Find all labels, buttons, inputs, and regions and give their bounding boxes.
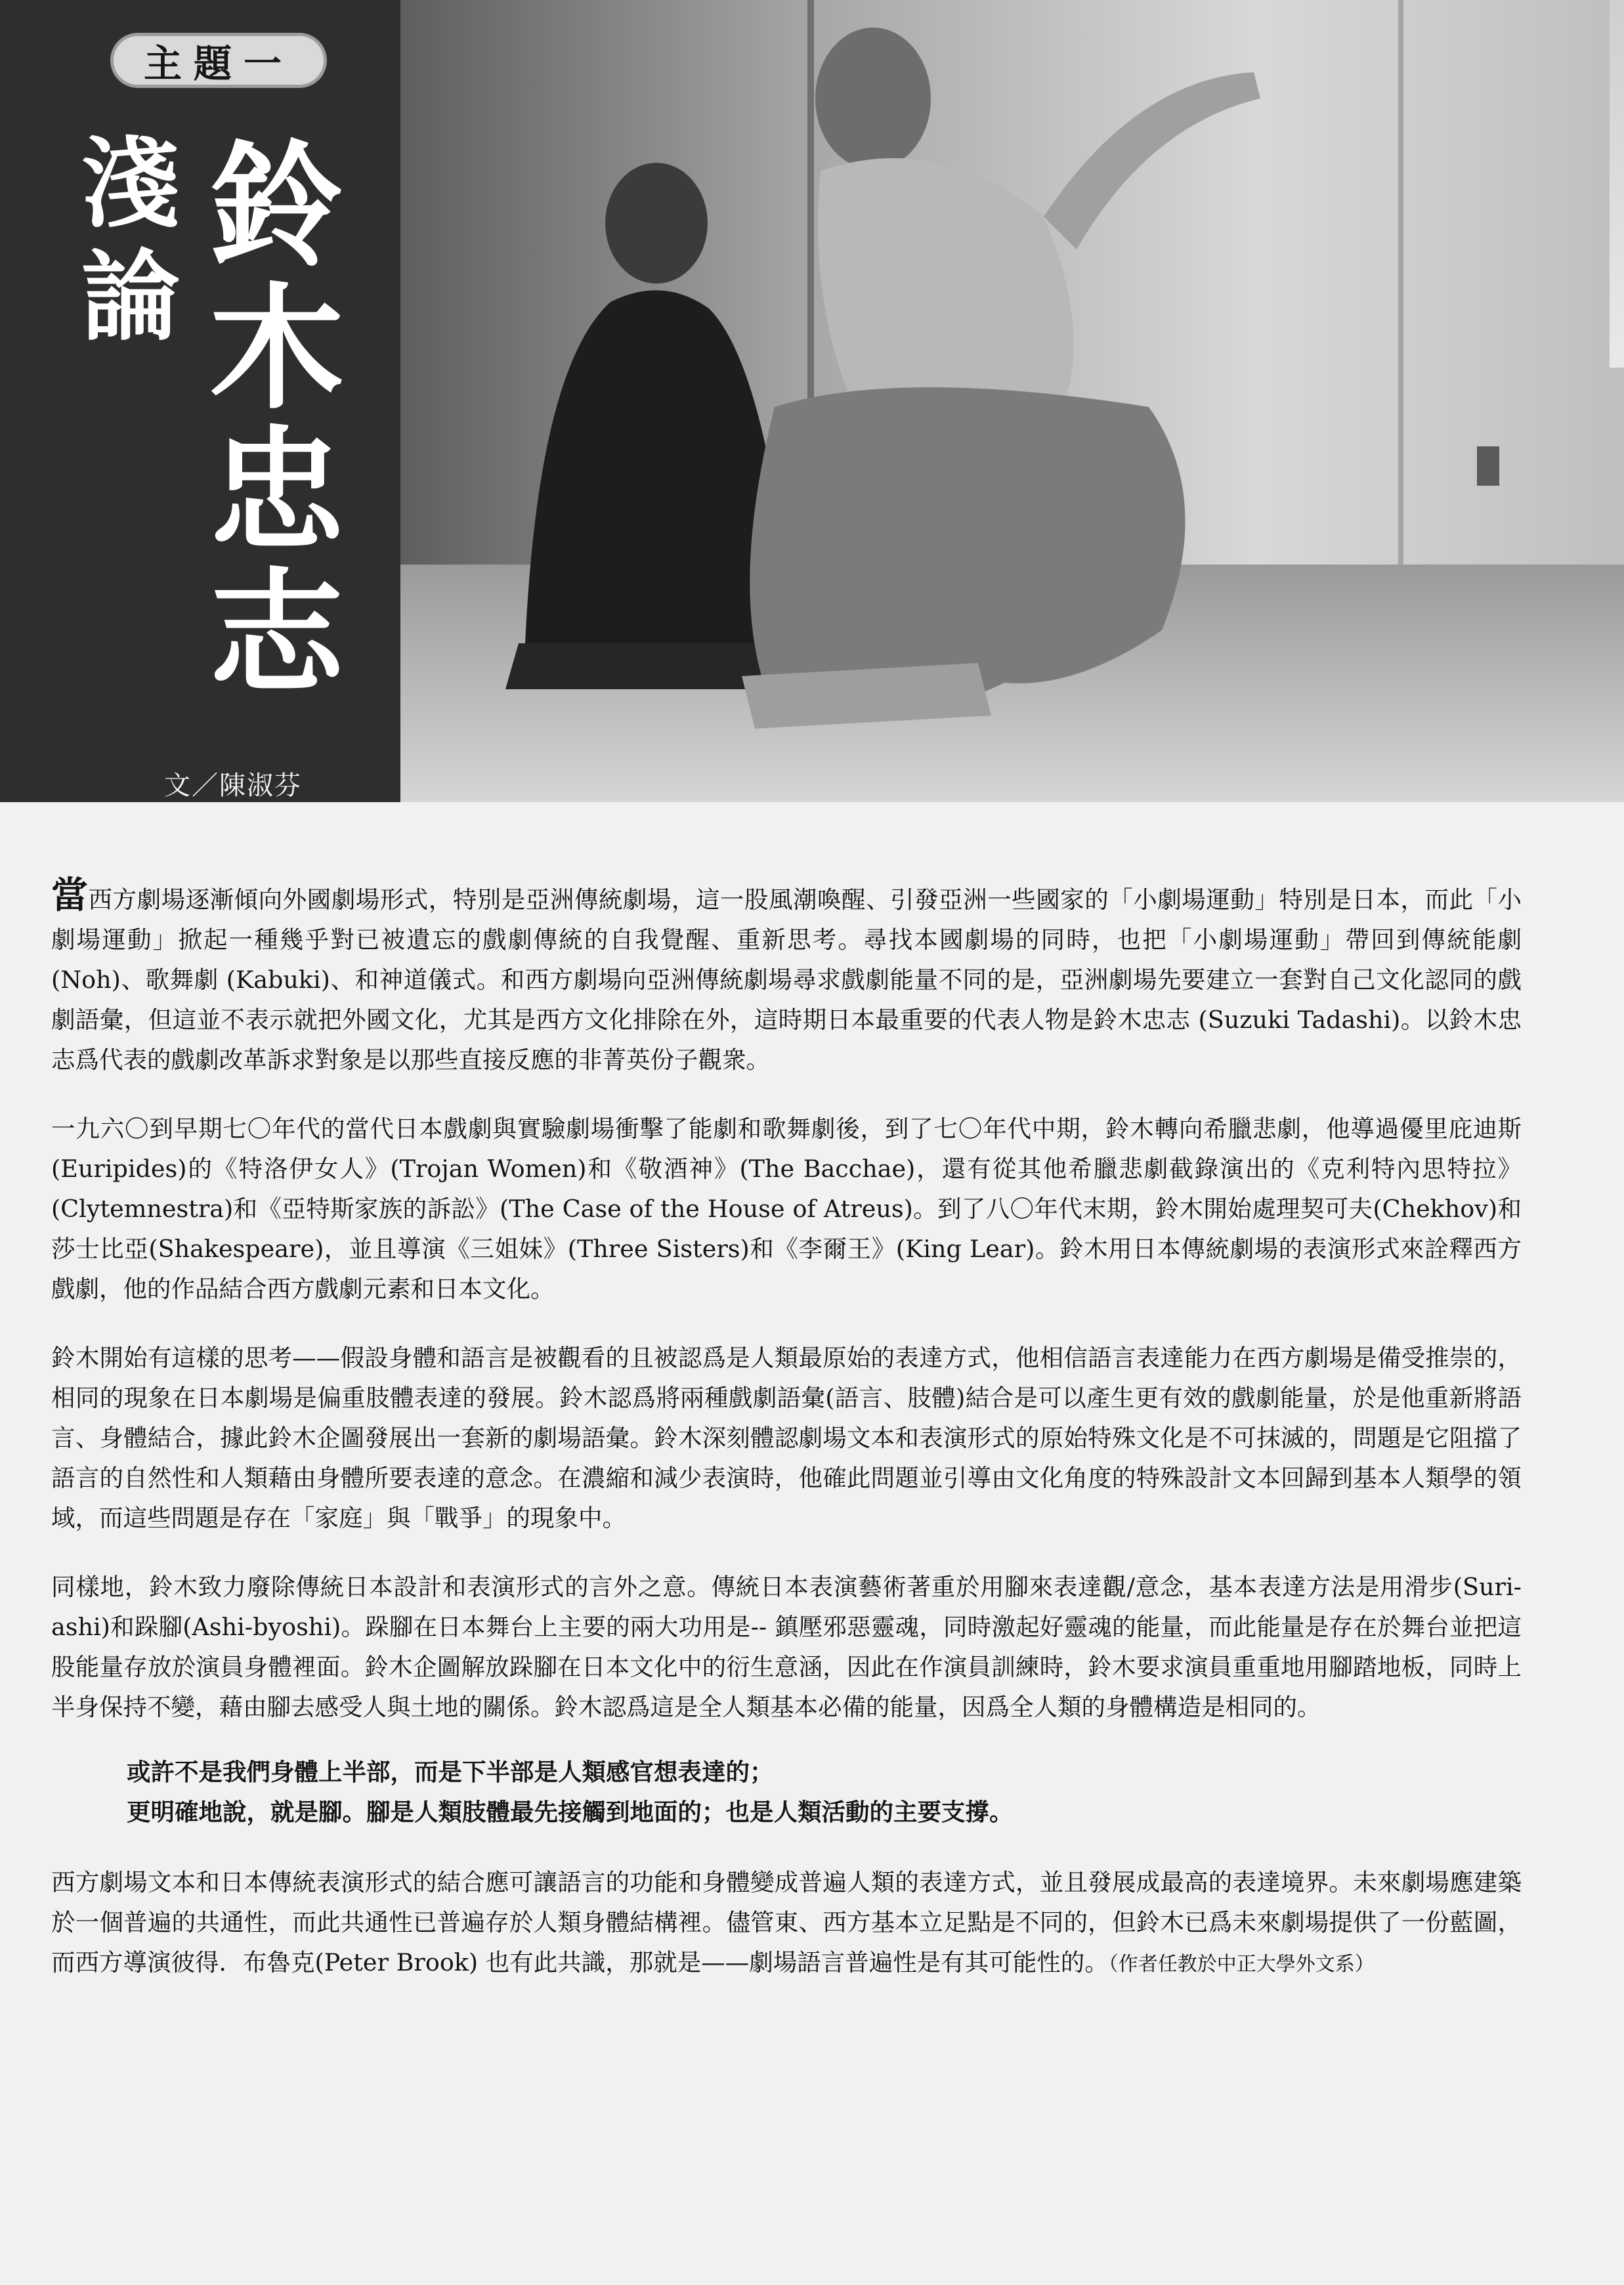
author-note: （作者任教於中正大學外文系）: [1108, 1953, 1375, 1976]
paragraph-3: 鈴木開始有這樣的思考——假設身體和語言是被觀看的且被認爲是人類最原始的表達方式，他相信語言表達能力在西方劇場是備受推崇的，相同的現象在日本劇場是偏重肢體表達的發展。鈴木認爲將兩種戲劇語彙(語言、肢體)結合是可以產生更有效的戲劇能量，於是他重新將語言、身體結合，據此鈴木企圖發展出一套新的劇場語彙。鈴木深刻體認劇場文本和表演形式的原始特殊文化是不可抹滅的，問題是它阻擋了語言的自然性和人類藉由身體所要表達的意念。在濃縮和減少表演時，他確此問題並引導由文化角度的特殊設計文本回歸到基本人類學的領域，而這些問題是存在「家庭」與「戰爭」的現象中。: [51, 1344, 1522, 1532]
author-byline: 文／陳淑芬: [164, 771, 302, 801]
quote-line-2: 更明確地說，就是腳。腳是人類肢體最先接觸到地面的；也是人類活動的主要支撐。: [127, 1798, 1014, 1826]
drop-cap: 當: [51, 874, 89, 917]
title-panel: [0, 0, 400, 802]
quote-block: [51, 1752, 1522, 1832]
paragraph-5: [51, 1862, 1522, 1984]
article-body: [51, 874, 1522, 2013]
header-photo-image: [400, 0, 1624, 802]
paragraph-5-text: 西方劇場文本和日本傳統表演形式的結合應可讓語言的功能和身體變成普遍人類的表達方式，並且發展成最高的表達境界。未來劇場應建築於一個普遍的共通性，而此共通性已普遍存於人類身體結構裡。儘管東、西方基本立足點是不同的，但鈴木已爲未來劇場提供了一份藍圖，而西方導演彼得．布魯克(Peter Brook) 也有此共識，那就是——劇場語言普遍性是有其可能性的。: [51, 1868, 1522, 1976]
scan-edge: [1610, 0, 1624, 368]
header-banner: [0, 0, 1624, 802]
paragraph-1-text: 西方劇場逐漸傾向外國劇場形式，特別是亞洲傳統劇場，這一股風潮喚醒、引發亞洲一些國家的「小劇場運動」特別是日本，而此「小劇場運動」掀起一種幾乎對已被遺忘的戲劇傳統的自我覺醒、重新思考。尋找本國劇場的同時，也把「小劇場運動」帶回到傳統能劇(Noh)、歌舞劇 (Kabuki)、和神道儀式。和西方劇場向亞洲傳統劇場尋求戲劇能量不同的是，亞洲劇場先要建立一套對自己文化認同的戲劇語彙，但這並不表示就把外國文化，尤其是西方文化排除在外，這時期日本最重要的代表人物是鈴木忠志 (Suzuki Tadashi)。以鈴木忠志爲代表的戲劇改革訴求對象是以那些直接反應的非菁英份子觀衆。: [51, 886, 1522, 1074]
theme-badge: 主題一: [110, 33, 327, 88]
article-subtitle: 淺論: [64, 131, 179, 357]
article-title: 鈴木忠志: [186, 135, 343, 704]
paragraph-1: [51, 874, 1522, 1080]
quote-line-1: 或許不是我們身體上半部，而是下半部是人類感官想表達的；: [127, 1758, 774, 1786]
header-photo: [400, 0, 1624, 802]
paragraph-4: 同樣地，鈴木致力廢除傳統日本設計和表演形式的言外之意。傳統日本表演藝術著重於用腳來表達觀/意念，基本表達方法是用滑步(Suri-ashi)和跺腳(Ashi-byoshi)。跺腳在日本舞台上主要的兩大功用是-- 鎮壓邪惡靈魂，同時激起好靈魂的能量，而此能量是存在於舞台並把這股能量存放於演員身體裡面。鈴木企圖解放跺腳在日本文化中的衍生意涵，因此在作演員訓練時，鈴木要求演員重重地用腳踏地板，同時上半身保持不變，藉由腳去感受人與土地的關係。鈴木認爲這是全人類基本必備的能量，因爲全人類的身體構造是相同的。: [51, 1573, 1522, 1721]
paragraph-2: 一九六〇到早期七〇年代的當代日本戲劇與實驗劇場衝擊了能劇和歌舞劇後，到了七〇年代中期，鈴木轉向希臘悲劇，他導過優里庇迪斯(Euripides)的《特洛伊女人》(Trojan Women)和《敬酒神》(The Bacchae)，還有從其他希臘悲劇截錄演出的《克利特內思特拉》(Clytemnestra)和《亞特斯家族的訴訟》(The Case of the House of Atreus)。到了八〇年代末期，鈴木開始處理契可夫(Chekhov)和莎士比亞(Shakespeare)，並且導演《三姐妹》(Three Sisters)和《李爾王》(King Lear)。鈴木用日本傳統劇場的表演形式來詮釋西方戲劇，他的作品結合西方戲劇元素和日本文化。: [51, 1115, 1522, 1303]
